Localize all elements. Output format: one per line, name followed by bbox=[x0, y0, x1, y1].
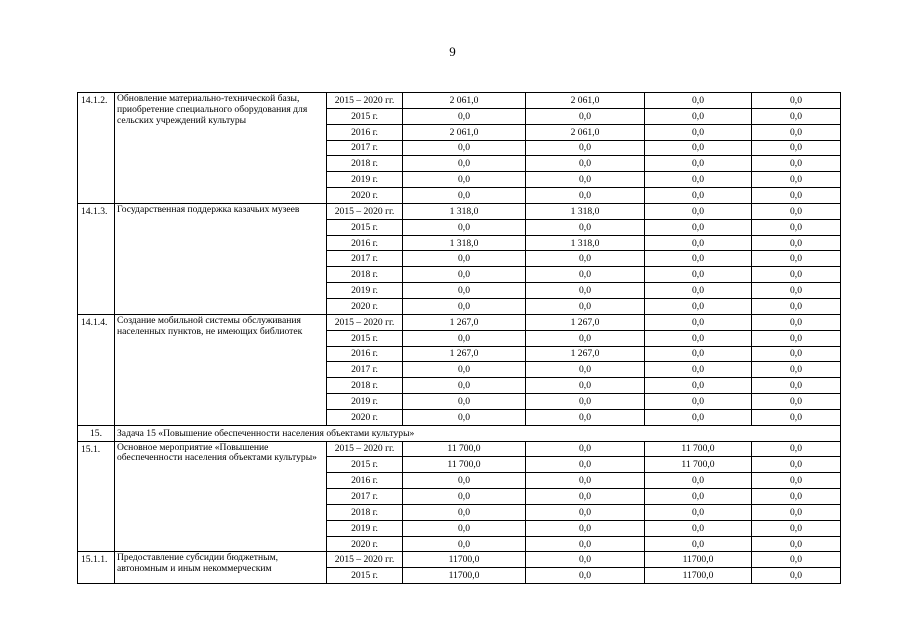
value-cell-3: 0,0 bbox=[645, 188, 752, 204]
value-cell-4: 0,0 bbox=[752, 140, 841, 156]
value-cell-1: 0,0 bbox=[403, 409, 526, 425]
year-cell: 2015 – 2020 гг. bbox=[327, 552, 403, 568]
year-cell: 2019 г. bbox=[327, 172, 403, 188]
year-cell: 2017 г. bbox=[327, 489, 403, 505]
value-cell-1: 0,0 bbox=[403, 362, 526, 378]
value-cell-2: 0,0 bbox=[526, 108, 645, 124]
year-cell: 2020 г. bbox=[327, 298, 403, 314]
value-cell-4: 0,0 bbox=[752, 568, 841, 584]
item-number: 14.1.3. bbox=[78, 203, 115, 314]
value-cell-4: 0,0 bbox=[752, 203, 841, 219]
value-cell-2: 0,0 bbox=[526, 441, 645, 457]
value-cell-4: 0,0 bbox=[752, 156, 841, 172]
value-cell-4: 0,0 bbox=[752, 124, 841, 140]
value-cell-3: 0,0 bbox=[645, 235, 752, 251]
year-cell: 2015 – 2020 гг. bbox=[327, 203, 403, 219]
value-cell-1: 0,0 bbox=[403, 156, 526, 172]
item-number: 15.1. bbox=[78, 441, 115, 552]
year-cell: 2015 г. bbox=[327, 457, 403, 473]
page-number: 9 bbox=[449, 44, 456, 59]
value-cell-4: 0,0 bbox=[752, 362, 841, 378]
value-cell-3: 0,0 bbox=[645, 219, 752, 235]
value-cell-4: 0,0 bbox=[752, 267, 841, 283]
item-name: Создание мобильной системы обслуживания населенных пунктов, не имеющих библиотек bbox=[115, 314, 327, 425]
year-cell: 2015 – 2020 гг. bbox=[327, 93, 403, 109]
value-cell-3: 11700,0 bbox=[645, 568, 752, 584]
year-cell: 2016 г. bbox=[327, 235, 403, 251]
value-cell-2: 2 061,0 bbox=[526, 124, 645, 140]
year-cell: 2015 г. bbox=[327, 108, 403, 124]
value-cell-3: 0,0 bbox=[645, 140, 752, 156]
value-cell-3: 0,0 bbox=[645, 314, 752, 330]
value-cell-3: 0,0 bbox=[645, 108, 752, 124]
value-cell-2: 0,0 bbox=[526, 473, 645, 489]
value-cell-2: 1 267,0 bbox=[526, 314, 645, 330]
item-number: 14.1.2. bbox=[78, 93, 115, 204]
year-cell: 2015 г. bbox=[327, 330, 403, 346]
value-cell-1: 0,0 bbox=[403, 520, 526, 536]
value-cell-3: 11 700,0 bbox=[645, 441, 752, 457]
value-cell-2: 0,0 bbox=[526, 409, 645, 425]
value-cell-2: 0,0 bbox=[526, 489, 645, 505]
year-cell: 2015 – 2020 гг. bbox=[327, 314, 403, 330]
item-name: Обновление материально-технической базы, приобретение специального оборудования для сельских учреждений культуры bbox=[115, 93, 327, 204]
value-cell-2: 0,0 bbox=[526, 362, 645, 378]
value-cell-2: 0,0 bbox=[526, 140, 645, 156]
value-cell-1: 0,0 bbox=[403, 172, 526, 188]
value-cell-1: 1 267,0 bbox=[403, 346, 526, 362]
value-cell-3: 0,0 bbox=[645, 520, 752, 536]
item-name: Основное мероприятие «Повышение обеспеченности населения объектами культуры» bbox=[115, 441, 327, 552]
value-cell-2: 0,0 bbox=[526, 378, 645, 394]
year-cell: 2016 г. bbox=[327, 473, 403, 489]
year-cell: 2020 г. bbox=[327, 188, 403, 204]
value-cell-4: 0,0 bbox=[752, 108, 841, 124]
task-number: 15. bbox=[78, 425, 115, 441]
value-cell-3: 11 700,0 bbox=[645, 457, 752, 473]
value-cell-3: 0,0 bbox=[645, 156, 752, 172]
year-cell: 2016 г. bbox=[327, 124, 403, 140]
value-cell-3: 0,0 bbox=[645, 124, 752, 140]
value-cell-4: 0,0 bbox=[752, 251, 841, 267]
value-cell-1: 0,0 bbox=[403, 108, 526, 124]
value-cell-1: 1 267,0 bbox=[403, 314, 526, 330]
year-cell: 2015 г. bbox=[327, 219, 403, 235]
value-cell-2: 0,0 bbox=[526, 568, 645, 584]
value-cell-4: 0,0 bbox=[752, 219, 841, 235]
value-cell-3: 0,0 bbox=[645, 378, 752, 394]
value-cell-1: 0,0 bbox=[403, 330, 526, 346]
year-cell: 2017 г. bbox=[327, 251, 403, 267]
value-cell-1: 2 061,0 bbox=[403, 93, 526, 109]
value-cell-3: 0,0 bbox=[645, 409, 752, 425]
value-cell-1: 0,0 bbox=[403, 473, 526, 489]
value-cell-1: 0,0 bbox=[403, 283, 526, 299]
value-cell-4: 0,0 bbox=[752, 520, 841, 536]
value-cell-2: 0,0 bbox=[526, 267, 645, 283]
year-cell: 2017 г. bbox=[327, 362, 403, 378]
value-cell-1: 0,0 bbox=[403, 504, 526, 520]
year-cell: 2018 г. bbox=[327, 267, 403, 283]
value-cell-4: 0,0 bbox=[752, 473, 841, 489]
value-cell-1: 2 061,0 bbox=[403, 124, 526, 140]
value-cell-1: 0,0 bbox=[403, 489, 526, 505]
value-cell-1: 11 700,0 bbox=[403, 457, 526, 473]
value-cell-1: 11700,0 bbox=[403, 552, 526, 568]
value-cell-1: 0,0 bbox=[403, 219, 526, 235]
value-cell-3: 0,0 bbox=[645, 394, 752, 410]
year-cell: 2015 г. bbox=[327, 568, 403, 584]
value-cell-2: 0,0 bbox=[526, 552, 645, 568]
value-cell-4: 0,0 bbox=[752, 172, 841, 188]
value-cell-4: 0,0 bbox=[752, 441, 841, 457]
year-cell: 2019 г. bbox=[327, 394, 403, 410]
table-row bbox=[78, 314, 841, 330]
table-row bbox=[78, 93, 841, 109]
year-cell: 2020 г. bbox=[327, 409, 403, 425]
value-cell-4: 0,0 bbox=[752, 409, 841, 425]
value-cell-1: 1 318,0 bbox=[403, 203, 526, 219]
value-cell-4: 0,0 bbox=[752, 93, 841, 109]
year-cell: 2018 г. bbox=[327, 156, 403, 172]
value-cell-2: 0,0 bbox=[526, 330, 645, 346]
value-cell-4: 0,0 bbox=[752, 457, 841, 473]
value-cell-2: 0,0 bbox=[526, 504, 645, 520]
value-cell-4: 0,0 bbox=[752, 314, 841, 330]
value-cell-4: 0,0 bbox=[752, 504, 841, 520]
value-cell-1: 0,0 bbox=[403, 394, 526, 410]
value-cell-1: 11 700,0 bbox=[403, 441, 526, 457]
value-cell-3: 0,0 bbox=[645, 251, 752, 267]
year-cell: 2015 – 2020 гг. bbox=[327, 441, 403, 457]
value-cell-2: 0,0 bbox=[526, 172, 645, 188]
year-cell: 2017 г. bbox=[327, 140, 403, 156]
value-cell-4: 0,0 bbox=[752, 378, 841, 394]
value-cell-2: 0,0 bbox=[526, 219, 645, 235]
value-cell-3: 0,0 bbox=[645, 93, 752, 109]
value-cell-4: 0,0 bbox=[752, 235, 841, 251]
value-cell-4: 0,0 bbox=[752, 346, 841, 362]
task-row bbox=[78, 425, 841, 441]
value-cell-3: 0,0 bbox=[645, 172, 752, 188]
value-cell-1: 0,0 bbox=[403, 298, 526, 314]
value-cell-4: 0,0 bbox=[752, 188, 841, 204]
value-cell-4: 0,0 bbox=[752, 283, 841, 299]
value-cell-1: 1 318,0 bbox=[403, 235, 526, 251]
value-cell-2: 0,0 bbox=[526, 251, 645, 267]
year-cell: 2020 г. bbox=[327, 536, 403, 552]
value-cell-1: 0,0 bbox=[403, 536, 526, 552]
value-cell-4: 0,0 bbox=[752, 298, 841, 314]
year-cell: 2016 г. bbox=[327, 346, 403, 362]
year-cell: 2019 г. bbox=[327, 520, 403, 536]
value-cell-4: 0,0 bbox=[752, 394, 841, 410]
value-cell-4: 0,0 bbox=[752, 552, 841, 568]
value-cell-1: 0,0 bbox=[403, 188, 526, 204]
value-cell-3: 0,0 bbox=[645, 473, 752, 489]
value-cell-1: 0,0 bbox=[403, 267, 526, 283]
value-cell-2: 0,0 bbox=[526, 394, 645, 410]
value-cell-1: 11700,0 bbox=[403, 568, 526, 584]
value-cell-3: 0,0 bbox=[645, 267, 752, 283]
value-cell-2: 1 318,0 bbox=[526, 203, 645, 219]
value-cell-4: 0,0 bbox=[752, 489, 841, 505]
task-title: Задача 15 «Повышение обеспеченности населения объектами культуры» bbox=[115, 425, 841, 441]
value-cell-3: 0,0 bbox=[645, 283, 752, 299]
value-cell-1: 0,0 bbox=[403, 251, 526, 267]
value-cell-3: 0,0 bbox=[645, 346, 752, 362]
value-cell-2: 0,0 bbox=[526, 283, 645, 299]
value-cell-3: 0,0 bbox=[645, 298, 752, 314]
value-cell-4: 0,0 bbox=[752, 330, 841, 346]
value-cell-2: 0,0 bbox=[526, 520, 645, 536]
value-cell-2: 0,0 bbox=[526, 298, 645, 314]
value-cell-3: 0,0 bbox=[645, 330, 752, 346]
value-cell-3: 11700,0 bbox=[645, 552, 752, 568]
table-row bbox=[78, 441, 841, 457]
value-cell-2: 2 061,0 bbox=[526, 93, 645, 109]
value-cell-2: 0,0 bbox=[526, 457, 645, 473]
value-cell-3: 0,0 bbox=[645, 504, 752, 520]
value-cell-1: 0,0 bbox=[403, 378, 526, 394]
value-cell-3: 0,0 bbox=[645, 536, 752, 552]
item-name: Предоставление субсидии бюджетным, автономным и иным некоммерческим bbox=[115, 552, 327, 584]
table-row bbox=[78, 203, 841, 219]
value-cell-3: 0,0 bbox=[645, 203, 752, 219]
value-cell-2: 0,0 bbox=[526, 156, 645, 172]
year-cell: 2018 г. bbox=[327, 378, 403, 394]
value-cell-3: 0,0 bbox=[645, 362, 752, 378]
value-cell-2: 1 318,0 bbox=[526, 235, 645, 251]
value-cell-4: 0,0 bbox=[752, 536, 841, 552]
table-row bbox=[78, 552, 841, 568]
budget-table-body bbox=[78, 93, 841, 584]
value-cell-1: 0,0 bbox=[403, 140, 526, 156]
value-cell-2: 0,0 bbox=[526, 536, 645, 552]
year-cell: 2018 г. bbox=[327, 504, 403, 520]
budget-table bbox=[77, 92, 841, 584]
item-name: Государственная поддержка казачьих музеев bbox=[115, 203, 327, 314]
year-cell: 2019 г. bbox=[327, 283, 403, 299]
item-number: 14.1.4. bbox=[78, 314, 115, 425]
item-number: 15.1.1. bbox=[78, 552, 115, 584]
value-cell-2: 0,0 bbox=[526, 188, 645, 204]
value-cell-2: 1 267,0 bbox=[526, 346, 645, 362]
value-cell-3: 0,0 bbox=[645, 489, 752, 505]
